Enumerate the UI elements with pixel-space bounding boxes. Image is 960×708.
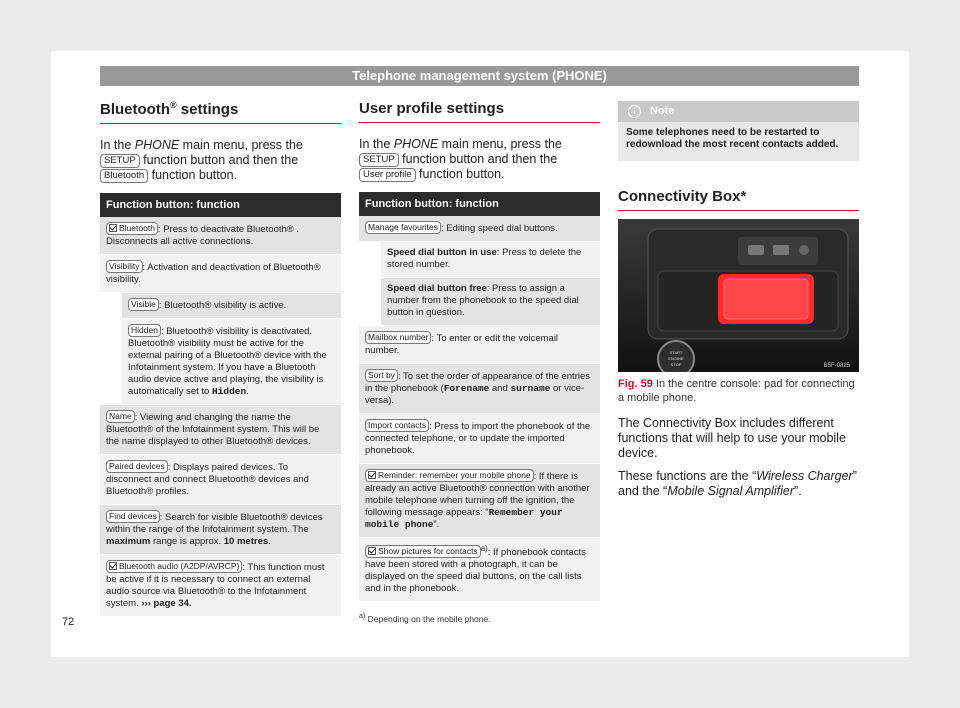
sort-by-key: Sort by [365, 369, 398, 382]
table-row: Hidden : Bluetooth® visibility is deactivated. Bluetooth® visibility must be active for the external pairing of a Bluetooth® device with the Infotainment system. If you have a Bluetooth audio device active and playing, the visibility is automatically set to Hidden. [100, 319, 341, 405]
checkbox-icon [109, 562, 117, 570]
profile-function-table [359, 192, 600, 602]
table-row: Show pictures for contacts $^{a)}$: If phonebook contacts have been stored with a photograph, it can be displayed on the speed dial buttons, on the call lists and in the phonebook. [359, 538, 600, 602]
svg-text:ENGINE: ENGINE [668, 356, 684, 361]
table-row: Visibility : Activation and deactivation of Bluetooth® visibility. [100, 255, 341, 293]
hidden-key: Hidden [128, 324, 161, 337]
name-key: Name [106, 410, 135, 423]
setup-key: SETUP [100, 154, 140, 168]
import-contacts-key: Import contacts [365, 419, 429, 432]
profile-intro: In the PHONE main menu, press the SETUP function button and then the User profile function button. [359, 137, 562, 181]
reminder-key: Reminder: remember your mobile phone [365, 469, 534, 482]
connectivity-para-1: The Connectivity Box includes different functions that will help to use your mobile device. [618, 416, 846, 460]
profile-section [359, 100, 600, 624]
visible-key: Visible [128, 298, 159, 311]
table-row: Visible : Bluetooth® visibility is active. [100, 293, 341, 319]
bluetooth-intro: In the PHONE main menu, press the SETUP function button and then the Bluetooth function button. [100, 138, 303, 182]
table-row: Bluetooth : Press to deactivate Bluetooth® . Disconnects all active connections. [100, 217, 341, 255]
table-row: Find devices : Search for visible Bluetooth® devices within the range of the Infotainment system. The maximum range is approx. 10 metres. [100, 505, 341, 555]
footnote: $^{a)}$ Depending on the mobile phone. [359, 612, 491, 624]
table-row: Speed dial button in use: Press to delete the stored number. [359, 242, 600, 278]
checkbox-icon [109, 224, 117, 232]
paired-devices-key: Paired devices [106, 460, 168, 473]
console-photo [618, 219, 859, 372]
visibility-key: Visibility [106, 260, 143, 273]
table-header: Function button: function [359, 192, 600, 216]
table-row: Bluetooth audio (A2DP/AVRCP) : This function must be active if it is necessary to connect an external audio source via Bluetooth® to the Infotainment system. ››› page 34. [100, 555, 341, 617]
table-row: Reminder: remember your mobile phone : If there is already an active Bluetooth® connection with another mobile telephone when turning off the ignition, the following message appears: “Remember your mobile phone”. [359, 464, 600, 538]
table-row: Speed dial button free: Press to assign a number from the phonebook to the speed dial button in question. [359, 278, 600, 326]
bluetooth-section [100, 100, 341, 617]
info-icon: i [628, 105, 641, 118]
user-profile-key: User profile [359, 168, 416, 182]
show-pictures-key: Show pictures for contacts [365, 545, 481, 558]
page-number: 72 [62, 616, 75, 628]
table-row: Mailbox number : To enter or edit the voicemail number. [359, 326, 600, 364]
note-box [618, 101, 859, 161]
page-header: Telephone management system (PHONE) [100, 66, 859, 86]
table-row: Manage favourites : Editing speed dial buttons. [359, 216, 600, 242]
table-row: Paired devices : Displays paired devices. To disconnect and connect Bluetooth® devices and Bluetooth® profiles. [100, 455, 341, 505]
checkbox-icon [368, 471, 376, 479]
note-header: i Note [618, 101, 859, 122]
bluetooth-function-table [100, 193, 341, 617]
console-illustration [618, 219, 859, 372]
connectivity-heading: Connectivity Box* [618, 188, 859, 211]
svg-text:START: START [669, 350, 683, 355]
table-row: Name : Viewing and changing the name the Bluetooth® of the Infotainment system. This will be the name displayed to other Bluetooth® devices. [100, 405, 341, 455]
connectivity-text [618, 416, 859, 499]
checkbox-icon [368, 547, 376, 555]
page-link[interactable]: ››› page 34. [141, 598, 192, 609]
bluetooth-key: Bluetooth [100, 169, 148, 183]
find-devices-key: Find devices [106, 510, 160, 523]
figure-caption: Fig. 59 In the centre console: pad for connecting a mobile phone. [618, 378, 855, 404]
photo-code: B5F-0825 [823, 363, 850, 369]
setup-key: SETUP [359, 153, 399, 167]
bluetooth-heading: Bluetooth® settings [100, 100, 341, 124]
table-row: Import contacts : Press to import the phonebook of the connected telephone, or to update the imported phonebook. [359, 414, 600, 464]
profile-heading: User profile settings [359, 100, 600, 123]
note-text: Some telephones need to be restarted to redownload the most recent contacts added. [626, 127, 839, 150]
table-header: Function button: function [100, 193, 341, 217]
manage-favourites-key: Manage favourites [365, 221, 441, 234]
bluetooth-audio-key: Bluetooth audio (A2DP/AVRCP) [106, 560, 242, 573]
connectivity-para-2: These functions are the “Wireless Charger” and the “Mobile Signal Amplifier”. [618, 469, 857, 498]
bluetooth-toggle-key: Bluetooth [106, 222, 158, 235]
table-row: Sort by : To set the order of appearance of the entries in the phonebook (Forename and surname or vice-versa). [359, 364, 600, 414]
mailbox-number-key: Mailbox number [365, 331, 431, 344]
svg-text:STOP: STOP [670, 362, 682, 367]
